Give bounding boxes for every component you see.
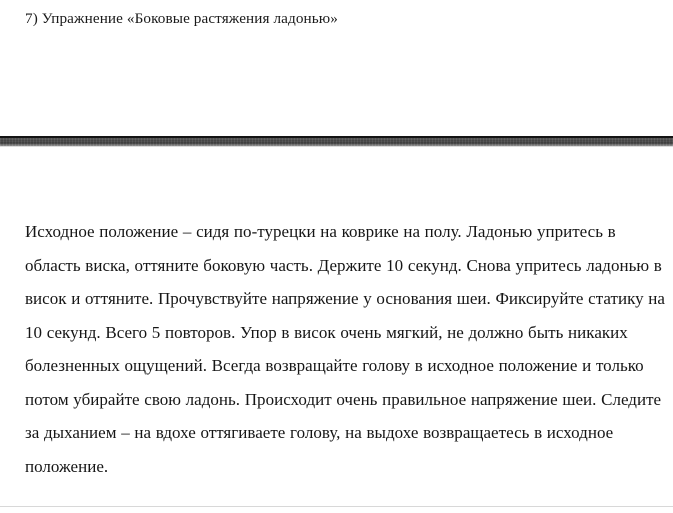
heading-block <box>0 9 673 29</box>
divider-bar <box>0 136 673 147</box>
body-block <box>0 215 673 483</box>
section-divider <box>0 136 673 147</box>
page-title: 7) Упражнение «Боковые растяжения ладонью» <box>25 10 338 27</box>
bottom-margin <box>0 507 673 513</box>
body-paragraph: Исходное положение – сидя по-турецки на коврике на полу. Ладонью упритесь в область виска, оттяните боковую часть. Держите 10 секунд. Снова упритесь ладонью в висок и оттяните. Прочувствуйте напряжение у основания шеи. Фиксируйте статику на 10 секунд. Всего 5 повторов. Упор в висок очень мягкий, не должно быть никаких болезненных ощущений. Всегда возвращайте голову в исходное положение и только потом убирайте свою ладонь. Происходит очень правильное напряжение шеи. Следите за дыханием – на вдохе оттягиваете голову, на выдохе возвращаетесь в исходное положение. <box>25 222 665 476</box>
